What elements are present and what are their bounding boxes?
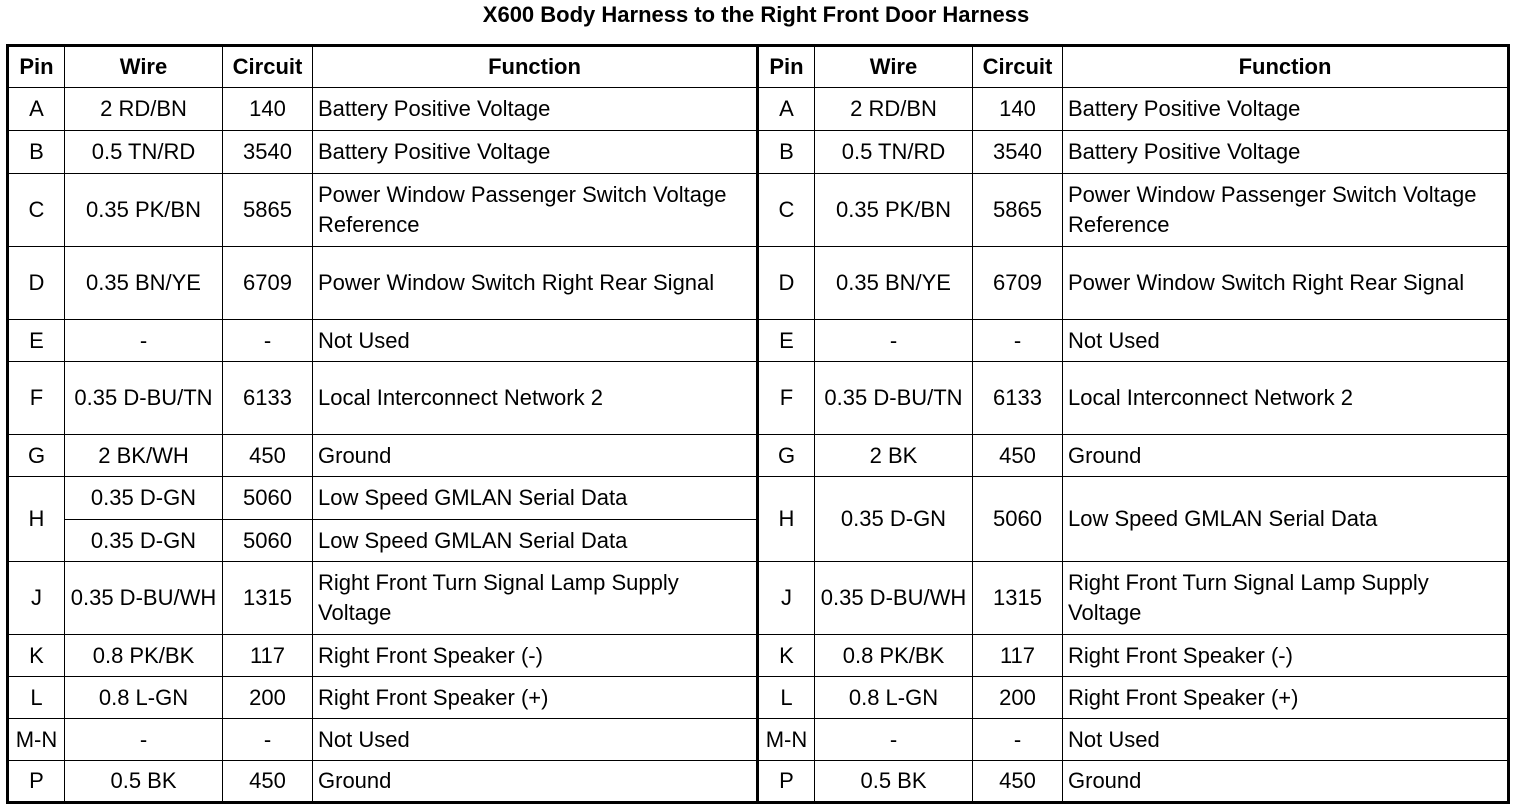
wire-cell: 0.35 D-BU/TN: [815, 362, 973, 435]
wire-cell: 0.35 D-GN: [65, 477, 223, 520]
header-wire: Wire: [815, 46, 973, 88]
wire-cell: 0.5 BK: [65, 761, 223, 803]
circuit-cell: -: [973, 719, 1063, 761]
pin-cell: B: [8, 131, 65, 174]
pin-cell: G: [8, 435, 65, 477]
pin-cell: D: [758, 247, 815, 320]
circuit-cell: 3540: [973, 131, 1063, 174]
circuit-cell: 450: [973, 435, 1063, 477]
pin-cell: H: [8, 477, 65, 562]
pin-cell: E: [758, 320, 815, 362]
circuit-cell: -: [973, 320, 1063, 362]
function-cell: Right Front Speaker (-): [1063, 635, 1509, 677]
function-cell: Battery Positive Voltage: [1063, 131, 1509, 174]
pin-cell: L: [758, 677, 815, 719]
function-cell: Not Used: [1063, 719, 1509, 761]
table-row: [8, 635, 1509, 677]
function-cell: Right Front Speaker (+): [313, 677, 758, 719]
table-header-row: [8, 46, 1509, 88]
wire-cell: 2 RD/BN: [815, 88, 973, 131]
function-cell: Right Front Speaker (+): [1063, 677, 1509, 719]
wire-cell: -: [815, 719, 973, 761]
table-row: [8, 131, 1509, 174]
circuit-cell: 5060: [223, 477, 313, 520]
wire-cell: 0.5 BK: [815, 761, 973, 803]
circuit-cell: 5865: [223, 174, 313, 247]
wire-cell: -: [815, 320, 973, 362]
table-row: [8, 247, 1509, 320]
pin-cell: P: [758, 761, 815, 803]
wire-cell: 0.8 L-GN: [815, 677, 973, 719]
pin-cell: A: [758, 88, 815, 131]
wire-cell: 2 RD/BN: [65, 88, 223, 131]
wire-cell: 0.35 D-BU/WH: [65, 562, 223, 635]
function-cell: Ground: [1063, 761, 1509, 803]
wire-cell: 0.5 TN/RD: [815, 131, 973, 174]
function-cell: Local Interconnect Network 2: [1063, 362, 1509, 435]
table-row: [8, 677, 1509, 719]
pin-cell: K: [758, 635, 815, 677]
pin-cell: C: [8, 174, 65, 247]
pin-cell: F: [8, 362, 65, 435]
circuit-cell: 6709: [223, 247, 313, 320]
circuit-cell: 3540: [223, 131, 313, 174]
wire-cell: -: [65, 320, 223, 362]
table-row: [8, 174, 1509, 247]
pin-cell: P: [8, 761, 65, 803]
function-cell: Low Speed GMLAN Serial Data: [313, 520, 758, 562]
circuit-cell: -: [223, 320, 313, 362]
function-cell: Low Speed GMLAN Serial Data: [313, 477, 758, 520]
function-cell: Right Front Turn Signal Lamp Supply Voltage: [1063, 562, 1509, 635]
pin-cell: M-N: [758, 719, 815, 761]
table-row: [8, 719, 1509, 761]
wire-cell: 0.8 L-GN: [65, 677, 223, 719]
wire-cell: 0.5 TN/RD: [65, 131, 223, 174]
circuit-cell: -: [223, 719, 313, 761]
wire-cell: 0.35 D-GN: [815, 477, 973, 562]
circuit-cell: 117: [973, 635, 1063, 677]
wire-cell: 0.35 D-BU/WH: [815, 562, 973, 635]
circuit-cell: 450: [973, 761, 1063, 803]
wire-cell: -: [65, 719, 223, 761]
header-pin: Pin: [758, 46, 815, 88]
table-row: [8, 477, 1509, 520]
function-cell: Battery Positive Voltage: [313, 88, 758, 131]
pin-cell: A: [8, 88, 65, 131]
pin-cell: K: [8, 635, 65, 677]
function-cell: Ground: [1063, 435, 1509, 477]
wire-cell: 0.35 BN/YE: [815, 247, 973, 320]
wire-cell: 0.8 PK/BK: [815, 635, 973, 677]
header-circuit: Circuit: [973, 46, 1063, 88]
circuit-cell: 117: [223, 635, 313, 677]
function-cell: Power Window Passenger Switch Voltage Reference: [313, 174, 758, 247]
wire-cell: 0.35 D-GN: [65, 520, 223, 562]
function-cell: Not Used: [1063, 320, 1509, 362]
circuit-cell: 140: [973, 88, 1063, 131]
circuit-cell: 6133: [973, 362, 1063, 435]
circuit-cell: 5865: [973, 174, 1063, 247]
function-cell: Ground: [313, 761, 758, 803]
function-cell: Battery Positive Voltage: [313, 131, 758, 174]
circuit-cell: 1315: [973, 562, 1063, 635]
table-row: [8, 88, 1509, 131]
function-cell: Right Front Turn Signal Lamp Supply Voltage: [313, 562, 758, 635]
pin-cell: M-N: [8, 719, 65, 761]
table-row: [8, 320, 1509, 362]
wire-cell: 0.35 BN/YE: [65, 247, 223, 320]
pin-cell: C: [758, 174, 815, 247]
header-wire: Wire: [65, 46, 223, 88]
circuit-cell: 6133: [223, 362, 313, 435]
wire-cell: 2 BK/WH: [65, 435, 223, 477]
connector-pinout-table: [6, 44, 1510, 804]
pin-cell: L: [8, 677, 65, 719]
pin-cell: D: [8, 247, 65, 320]
function-cell: Not Used: [313, 320, 758, 362]
function-cell: Ground: [313, 435, 758, 477]
wire-cell: 0.35 D-BU/TN: [65, 362, 223, 435]
table-row: [8, 761, 1509, 803]
header-pin: Pin: [8, 46, 65, 88]
circuit-cell: 6709: [973, 247, 1063, 320]
table-row: [8, 362, 1509, 435]
wire-cell: 0.35 PK/BN: [815, 174, 973, 247]
function-cell: Battery Positive Voltage: [1063, 88, 1509, 131]
circuit-cell: 200: [973, 677, 1063, 719]
pin-cell: B: [758, 131, 815, 174]
wire-cell: 2 BK: [815, 435, 973, 477]
wire-cell: 0.35 PK/BN: [65, 174, 223, 247]
pin-cell: J: [8, 562, 65, 635]
page-title: X600 Body Harness to the Right Front Door Harness: [482, 2, 1030, 27]
circuit-cell: 5060: [223, 520, 313, 562]
header-function: Function: [1063, 46, 1509, 88]
pin-cell: E: [8, 320, 65, 362]
function-cell: Right Front Speaker (-): [313, 635, 758, 677]
circuit-cell: 1315: [223, 562, 313, 635]
function-cell: Power Window Switch Right Rear Signal: [313, 247, 758, 320]
circuit-cell: 450: [223, 761, 313, 803]
circuit-cell: 450: [223, 435, 313, 477]
pin-cell: H: [758, 477, 815, 562]
pin-cell: J: [758, 562, 815, 635]
header-circuit: Circuit: [223, 46, 313, 88]
circuit-cell: 140: [223, 88, 313, 131]
table-row: [8, 435, 1509, 477]
function-cell: Not Used: [313, 719, 758, 761]
function-cell: Local Interconnect Network 2: [313, 362, 758, 435]
circuit-cell: 200: [223, 677, 313, 719]
header-function: Function: [313, 46, 758, 88]
pin-cell: G: [758, 435, 815, 477]
function-cell: Power Window Passenger Switch Voltage Reference: [1063, 174, 1509, 247]
wire-cell: 0.8 PK/BK: [65, 635, 223, 677]
table-row: [8, 562, 1509, 635]
function-cell: Low Speed GMLAN Serial Data: [1063, 477, 1509, 562]
circuit-cell: 5060: [973, 477, 1063, 562]
function-cell: Power Window Switch Right Rear Signal: [1063, 247, 1509, 320]
pin-cell: F: [758, 362, 815, 435]
